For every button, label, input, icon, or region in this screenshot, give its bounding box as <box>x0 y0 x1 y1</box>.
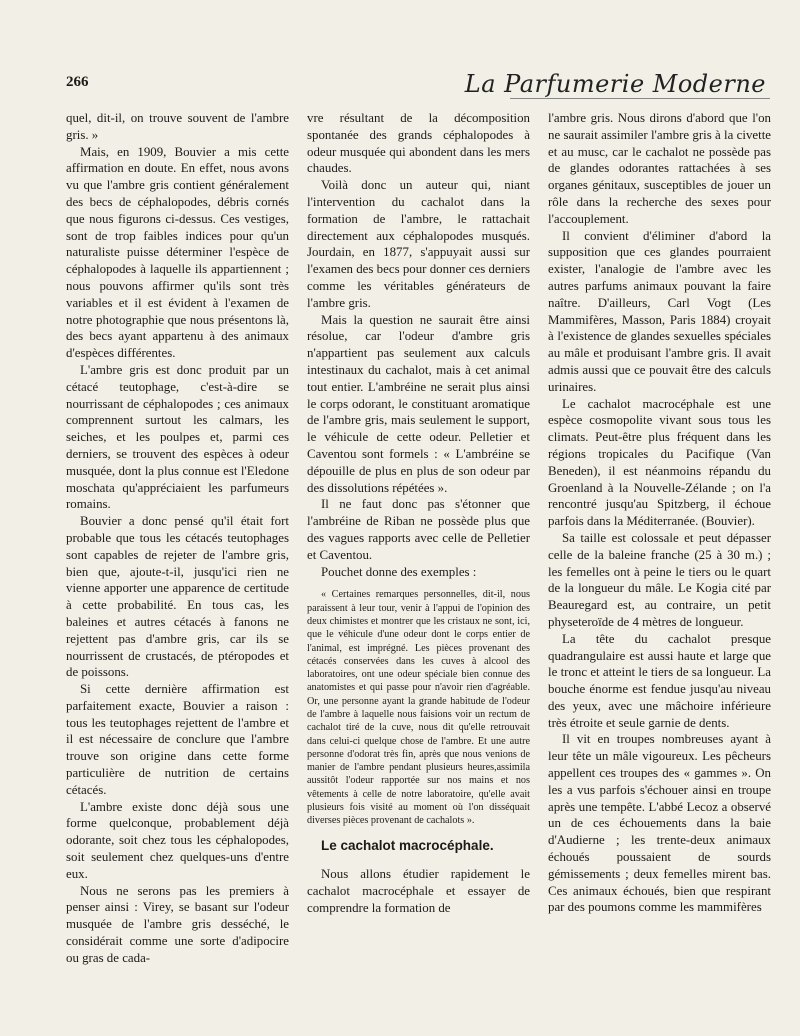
paragraph: L'ambre gris est donc produit par un cétacé teutophage, c'est-à-dire se nourrissant de céphalopodes ; ces animaux comprennent surtout les calmars, les seiches, et les poulpes et, parmi ces derniers, se trouvent des espèces à odeur musquée, dont la plus connue est l'Eledone moschata qu'appréciaient les parfumeurs romains. <box>66 362 289 512</box>
paragraph: Bouvier a donc pensé qu'il était fort probable que tous les cétacés teutophages sont capables de rejeter de l'ambre gris, bien que, ajoute-t-il, jusqu'ici rien ne vienne apporter une apparence de certitude à cette probabilité. En tous cas, les baleines et autres cétacés à fanons ne rejettent pas d'ambre gris, car ils se nourrissent de crustacés, de ptéropodes et de poissons. <box>66 514 289 680</box>
paragraph: Il ne faut donc pas s'étonner que l'ambréine de Riban ne possède plus que des vagues rapports avec celle de Pelletier et Caventou. <box>307 497 530 562</box>
paragraph: Le cachalot macrocéphale est une espèce cosmopolite vivant sous tous les climats. Peut-être plus fréquent dans les régions tropicales du Pacifique (Van Beneden), il est néanmoins répandu du Groenland à la Nouvelle-Zélande ; on l'a rencontré jusqu'au Spitzberg, il échoue parfois dans la Méditerranée. (Bouvier). <box>548 396 771 529</box>
paragraph: Mais, en 1909, Bouvier a mis cette affirmation en doute. En effet, nous avons vu que l'ambre gris contient généralement des becs de céphalopodes, débris cornés que nous figurons ci-dessus. Ces vestiges, sont de trop faibles indices pour qu'un naturaliste puisse déterminer l'espèce de céphalopodes à laquelle ils appartiennent ; nous pouvons affirmer qu'ils sont très variables et il est évident à l'examen de notre photographie que nous présentons là, des becs ayant appartenu à des animaux d'espèces différentes. <box>66 144 289 361</box>
column-left <box>66 110 289 982</box>
section-heading: Le cachalot macrocéphale. <box>321 837 494 853</box>
paragraph: Pouchet donne des exemples : <box>321 564 477 579</box>
paragraph: L'ambre existe donc déjà sous une forme quelconque, probablement déjà odorante, soit chez tous les céphalopodes, soit seulement chez quelques-uns d'entre eux. <box>66 799 289 881</box>
paragraph: Mais la question ne saurait être ainsi résolue, car l'odeur d'ambre gris n'appartient pas seulement aux calculs intestinaux du cachalot, mais à cet animal tout entier. L'ambréine ne serait plus ainsi le corps odorant, le constituant aromatique de l'ambre gris, mais seulement le support, le véhicule de cette odeur. Pelletier et Caventou sont formels : « L'ambréine se dépouille de plus en plus de son odeur par des dissolutions répétées ». <box>307 312 530 495</box>
running-title: La Parfumerie Moderne <box>464 70 766 98</box>
paragraph: Il vit en troupes nombreuses ayant à leur tête un mâle vigoureux. Les pêcheurs appellent ces troupes des « gammes ». On les a vus parfois s'échouer ainsi en troupe après une tempête. L'abbé Lecoz a observé un de ces échouements dans la baie d'Audierne ; les trente-deux animaux échoués poussaient de sourds gémissements ; deux femelles mirent bas. Ces animaux échoués, bien que respirant par des poumons comme les mammifères <box>548 732 771 915</box>
paragraph: Voilà donc un auteur qui, niant l'intervention du cachalot dans la formation de l'ambre, le rattachait directement aux céphalopodes musqués. Jourdain, en 1877, s'appuyait aussi sur l'examen des becs pour donner ces derniers comme les véritables générateurs de l'ambre gris. <box>307 178 530 310</box>
paragraph: Si cette dernière affirmation est parfaitement exacte, Bouvier a raison : tous les teutophages rejettent de l'ambre et il est nécessaire de conclure que l'ambre trouve son origine dans cette forme particulière de nutrition de certains cétacés. <box>66 682 289 797</box>
header-rule <box>510 98 770 99</box>
paragraph: Il convient d'éliminer d'abord la supposition que ces glandes pourraient exister, l'analogie de l'ambre avec les autres parfums animaux pouvant la faire naître. D'ailleurs, Carl Vogt (Les Mammifères, Masson, Paris 1884) croyait à l'existence de glandes sexuelles spéciales au mâle et produisant l'ambre gris. Il avait admis aussi que ce pouvait être des calculs urinaires. <box>548 228 771 394</box>
paragraph: quel, dit-il, on trouve souvent de l'ambre gris. » <box>66 111 289 142</box>
paragraph: l'ambre gris. Nous dirons d'abord que l'on ne saurait assimiler l'ambre gris à la civette et au musc, car le cachalot ne possède pas de glandes odorantes rattachées à ses organes génitaux, susceptibles de jouer un rôle dans la recherche des sexes pour l'accouplement. <box>548 111 771 226</box>
paragraph: La tête du cachalot presque quadrangulaire est aussi haute et large que le tronc et atteint le tiers de sa longueur. La bouche énorme est fendue jusqu'au niveau des yeux, avec une mâchoire inférieure très étroite et seule garnie de dents. <box>548 631 771 730</box>
column-right <box>548 110 771 982</box>
paragraph: Nous allons étudier rapidement le cachalot macrocéphale et essayer de comprendre la formation de <box>307 867 530 916</box>
paragraph: Sa taille est colossale et peut dépasser celle de la baleine franche (25 à 30 m.) ; les femelles ont à peine le tiers ou le quart de la longueur du mâle. Le Kogia cité par Beauregard est, au contraire, un petit physeteroïde de 4 mètres de longueur. <box>548 530 771 629</box>
block-quote: « Certaines remarques personnelles, dit-il, nous paraissent à leur tour, venir à l'appui de l'opinion des deux chimistes et montrer que les cristaux ne sont, ici, que le véhicule d'une odeur dont le corps entier de l'animal, est imprégné. Les pièces provenant des cétacés conservées dans les cuves à alcool des laboratoires, ont une odeur spéciale bien connue des anatomistes et qui passe pour n'avoir rien d'agréable. Or, une personne ayant la grande habitude de l'odeur de l'ambre à laquelle nous faisions voir un rectum de cachalot tiré de la cuve, nous dit qu'elle retrouvait dans celui-ci quelque chose de l'ambre. Et une autre personne d'odorat très fin, après que nous venions de manier de l'ambre pendant plusieurs heures,assimila aussitôt l'odeur rapportée sur nos mains et nos vêtements à celle de notre laboratoire, qu'elle avait plusieurs fois visité au moment où l'on disséquait diverses pièces provenant de cachalots ». <box>307 589 530 827</box>
paragraph: Nous ne serons pas les premiers à penser ainsi : Virey, se basant sur l'odeur musquée de l'ambre gris desséché, le considérait comme une sorte d'adipocire ou gras de cada- <box>66 883 289 965</box>
paragraph: vre résultant de la décomposition spontanée des grands céphalopodes à odeur musquée qui abondent dans les mers chaudes. <box>307 111 530 176</box>
column-middle <box>307 110 530 982</box>
text-columns <box>66 110 772 982</box>
page-number: 266 <box>66 74 89 90</box>
